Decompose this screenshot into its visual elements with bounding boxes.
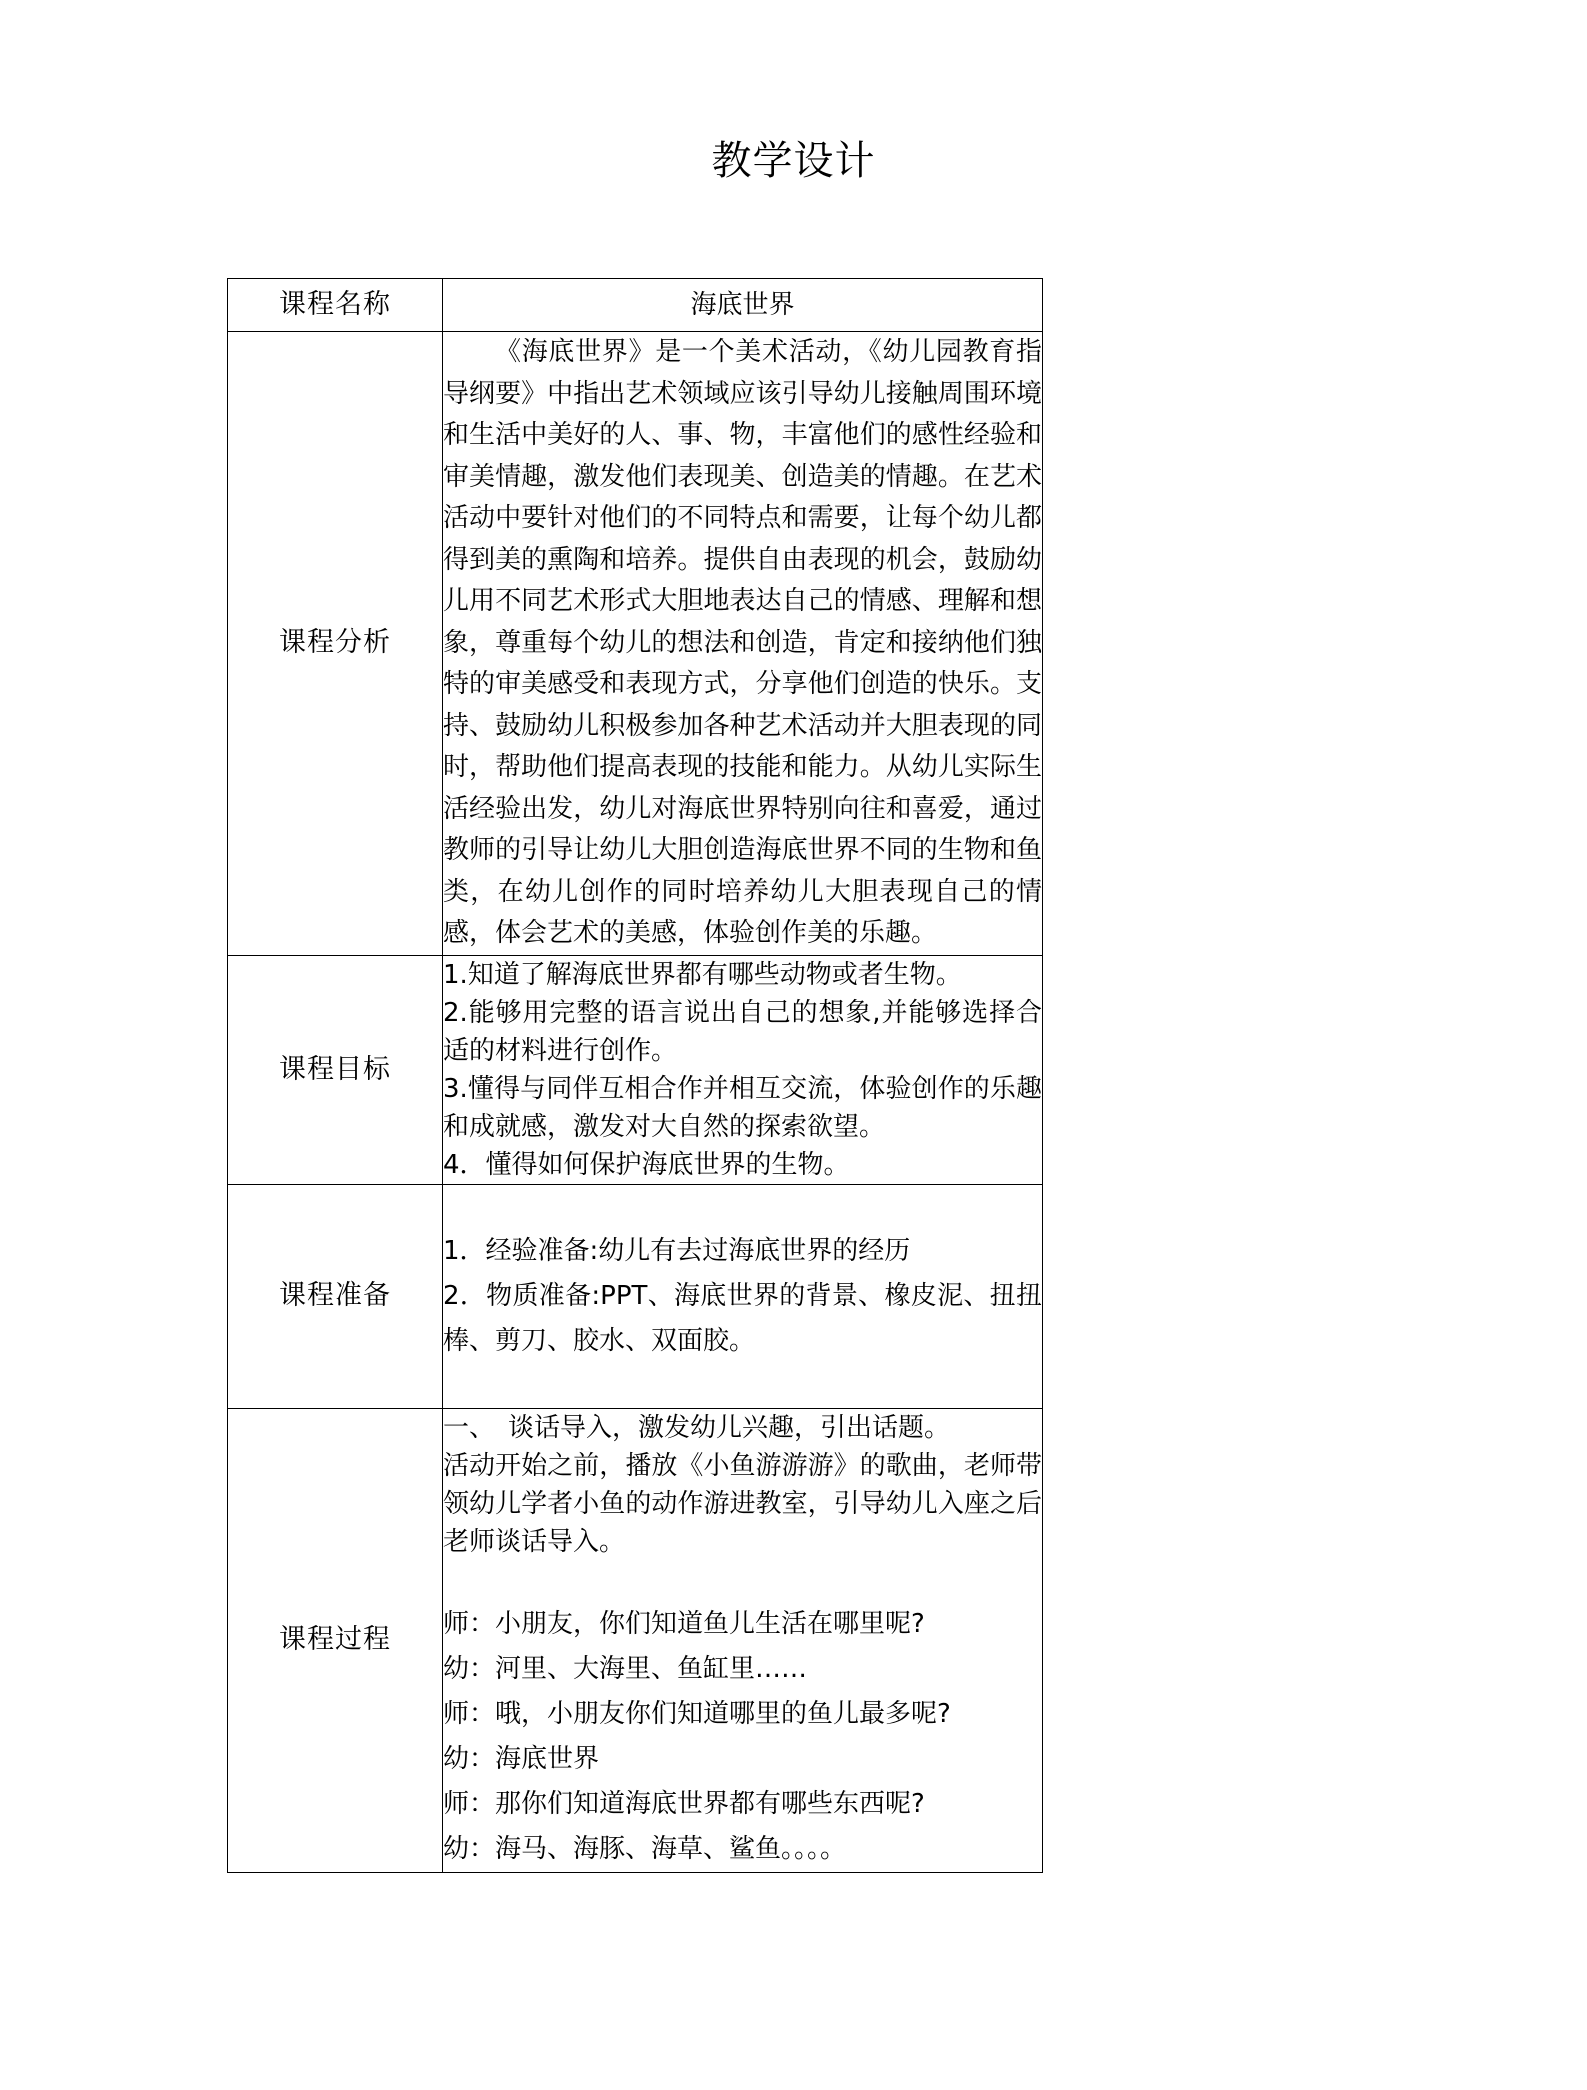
dialogue-line-1: 师：小朋友，你们知道鱼儿生活在哪里呢? — [443, 1608, 925, 1639]
dialogue-line-4: 幼：海底世界 — [443, 1743, 600, 1774]
page-title: 教学设计 — [711, 138, 876, 184]
prep-bottom-spacer — [443, 1364, 1042, 1408]
course-goal-item-1: 1.知道了解海底世界都有哪些动物或者生物。 — [443, 959, 962, 990]
dialogue-line-5: 师：那你们知道海底世界都有哪些东西呢? — [443, 1788, 925, 1819]
table-row — [228, 1184, 1043, 1408]
row-content-course-name — [443, 279, 1043, 332]
dialogue-line-6: 幼：海马、海豚、海草、鲨鱼。。。。 — [443, 1833, 847, 1864]
course-name-value: 海底世界 — [690, 290, 795, 320]
table-row — [228, 1408, 1043, 1872]
process-intro-heading: 一、 谈话导入，激发幼儿兴趣，引出话题。 — [443, 1412, 951, 1443]
table-row — [228, 332, 1043, 956]
dialogue-line-3: 师：哦，小朋友你们知道哪里的鱼儿最多呢? — [443, 1698, 951, 1729]
table-row — [228, 279, 1043, 332]
row-content-course-goals — [443, 955, 1043, 1184]
table-row — [228, 955, 1043, 1184]
row-content-course-process — [443, 1408, 1043, 1872]
row-label-course-goals: 课程目标 — [228, 955, 443, 1184]
row-label-course-process: 课程过程 — [228, 1408, 443, 1872]
course-analysis-paragraph: 《海底世界》是一个美术活动，《幼儿园教育指导纲要》中指出艺术领域应该引导幼儿接触周围环境和生活中美好的人、事、物，丰富他们的感性经验和审美情趣，激发他们表现美、创造美的情趣。在艺术活动中要针对他们的不同特点和需要，让每个幼儿都得到美的熏陶和培养。提供自由表现的机会，鼓励幼儿用不同艺术形式大胆地表达自己的情感、理解和想象，尊重每个幼儿的想法和创造，肯定和接纳他们独特的审美感受和表现方式，分享他们创造的快乐。支持、鼓励幼儿积极参加各种艺术活动并大胆表现的同时，帮助他们提高表现的技能和能力。从幼儿实际生活经验出发，幼儿对海底世界特别向往和喜爱，通过教师的引导让幼儿大胆创造海底世界不同的生物和鱼类，在幼儿创作的同时培养幼儿大胆表现自己的情感，体会艺术的美感，体验创作美的乐趣。 — [443, 337, 1042, 948]
row-label-course-name: 课程名称 — [228, 279, 443, 332]
row-content-course-analysis — [443, 332, 1043, 956]
course-goal-item-3: 3.懂得与同伴互相合作并相互交流，体验创作的乐趣和成就感，激发对大自然的探索欲望。 — [443, 1073, 1042, 1142]
course-prep-item-2: 2．物质准备:PPT、海底世界的背景、橡皮泥、扭扭棒、剪刀、胶水、双面胶。 — [443, 1280, 1042, 1356]
process-intro-body: 活动开始之前，播放《小鱼游游游》的歌曲，老师带领幼儿学者小鱼的动作游进教室，引导幼儿入座之后老师谈话导入。 — [443, 1450, 1042, 1557]
dialogue-line-2: 幼：河里、大海里、鱼缸里…… — [443, 1653, 808, 1684]
process-blank-line — [443, 1561, 1042, 1602]
row-content-course-prep — [443, 1184, 1043, 1408]
row-label-course-prep: 课程准备 — [228, 1184, 443, 1408]
row-label-course-analysis: 课程分析 — [228, 332, 443, 956]
course-goal-item-2: 2.能够用完整的语言说出自己的想象,并能够选择合适的材料进行创作。 — [443, 997, 1042, 1066]
prep-top-spacer — [443, 1185, 1042, 1229]
course-prep-item-1: 1．经验准备:幼儿有去过海底世界的经历 — [443, 1235, 911, 1266]
teaching-design-table — [227, 278, 1043, 1873]
course-goal-item-4: 4．懂得如何保护海底世界的生物。 — [443, 1149, 850, 1180]
